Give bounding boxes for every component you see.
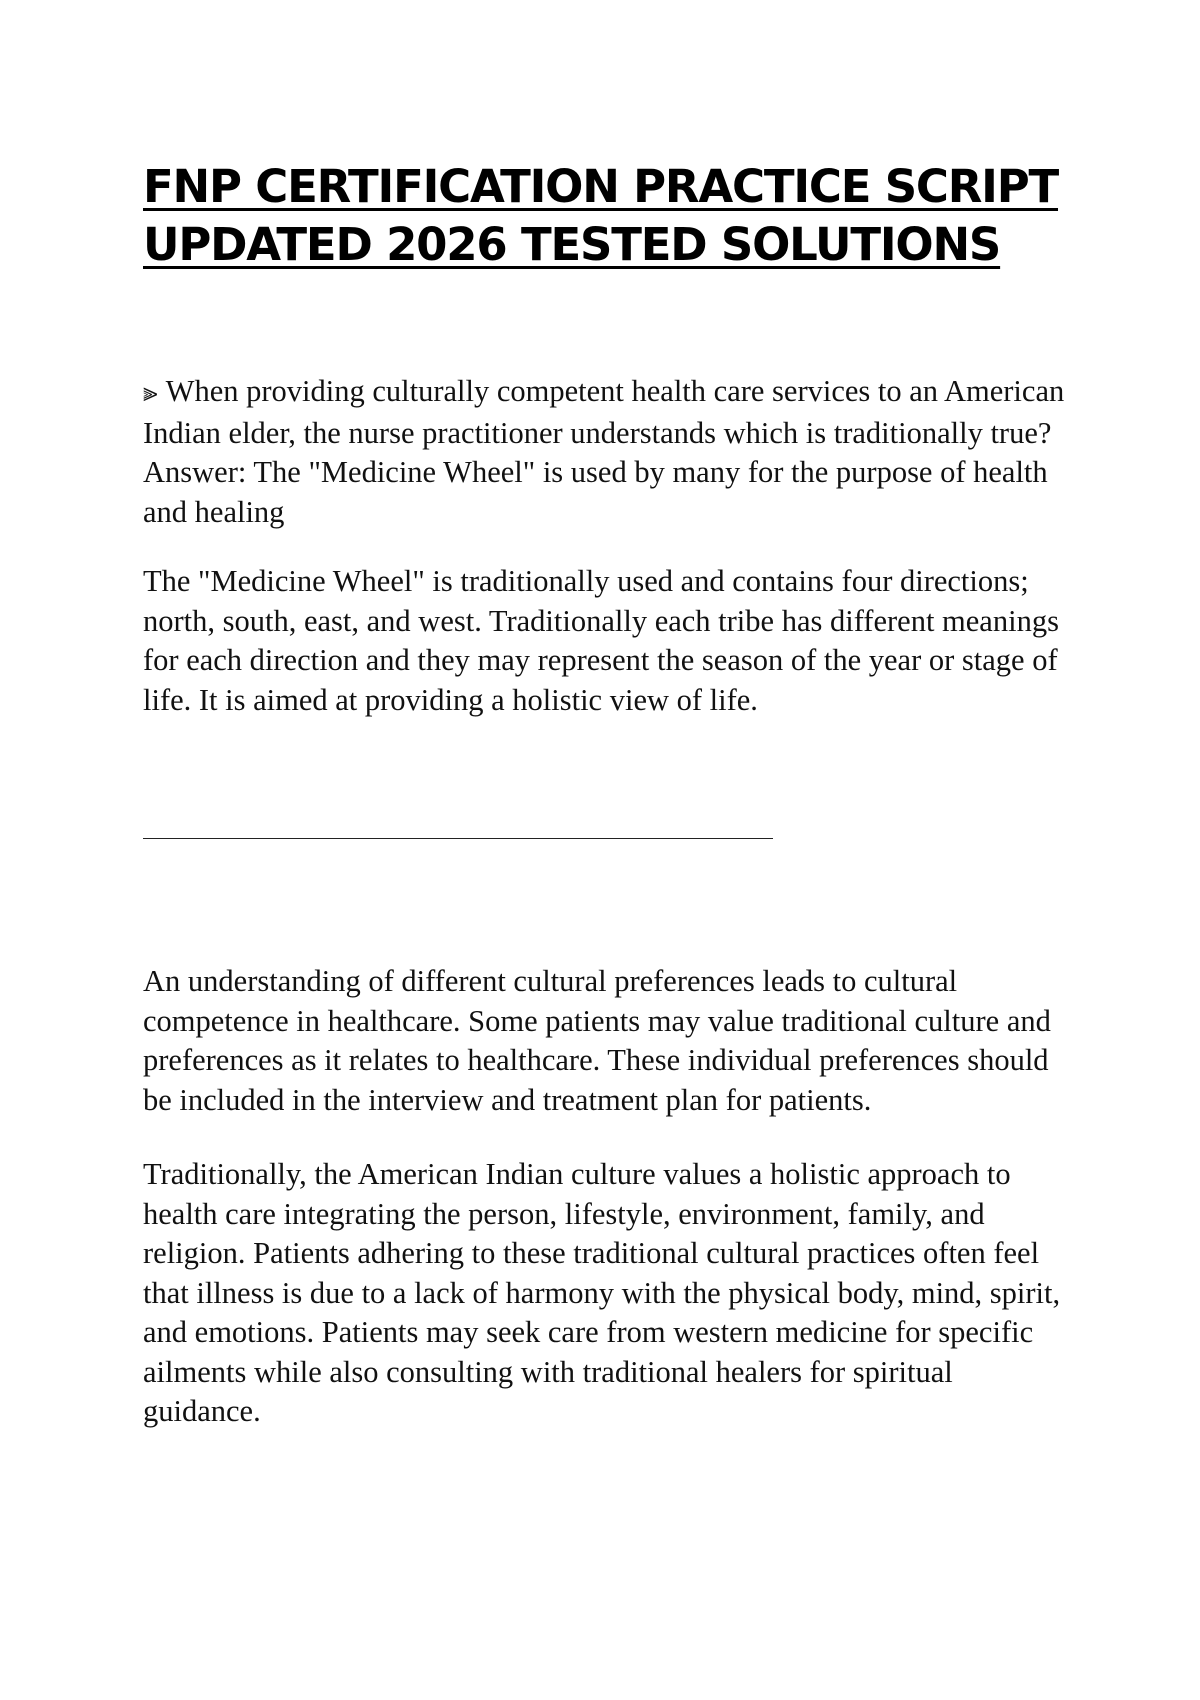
section-divider [143, 838, 773, 839]
answer-explanation-paragraph: The "Medicine Wheel" is traditionally used and contains four directions; north, south, east, and west. Traditionally each tribe has different meanings for each direction and they may represent the season of the year or stage of life. It is aimed at providing a holistic view of life. [143, 564, 1059, 717]
bullet-arrow-icon: ⫸ [143, 378, 158, 408]
cultural-competence-paragraph: An understanding of different cultural preferences leads to cultural competence in healthcare. Some patients may value traditional culture and preferences as it relates to healthcare. These individual preferences should be included in the interview and treatment plan for patients. [143, 964, 1051, 1117]
title-line-1: FNP CERTIFICATION PRACTICE SCRIPT [143, 160, 1059, 213]
question-text: When providing culturally competent health care services to an American Indian elder, the nurse practitioner understands which is traditionally true? Answer: The "Medicine Wheel" is used by many for the purpose of health and healing [143, 374, 1065, 529]
holistic-approach-paragraph: Traditionally, the American Indian culture values a holistic approach to health care integrating the person, lifestyle, environment, family, and religion. Patients adhering to these traditional cultural practices often feel that illness is due to a lack of harmony with the physical body, mind, spirit, and emotions. Patients may seek care from western medicine for specific ailments while also consulting with traditional healers for spiritual guidance. [143, 1157, 1061, 1428]
question-item [143, 372, 1073, 532]
document-title [143, 158, 1093, 274]
title-line-2: UPDATED 2026 TESTED SOLUTIONS [143, 218, 1001, 271]
